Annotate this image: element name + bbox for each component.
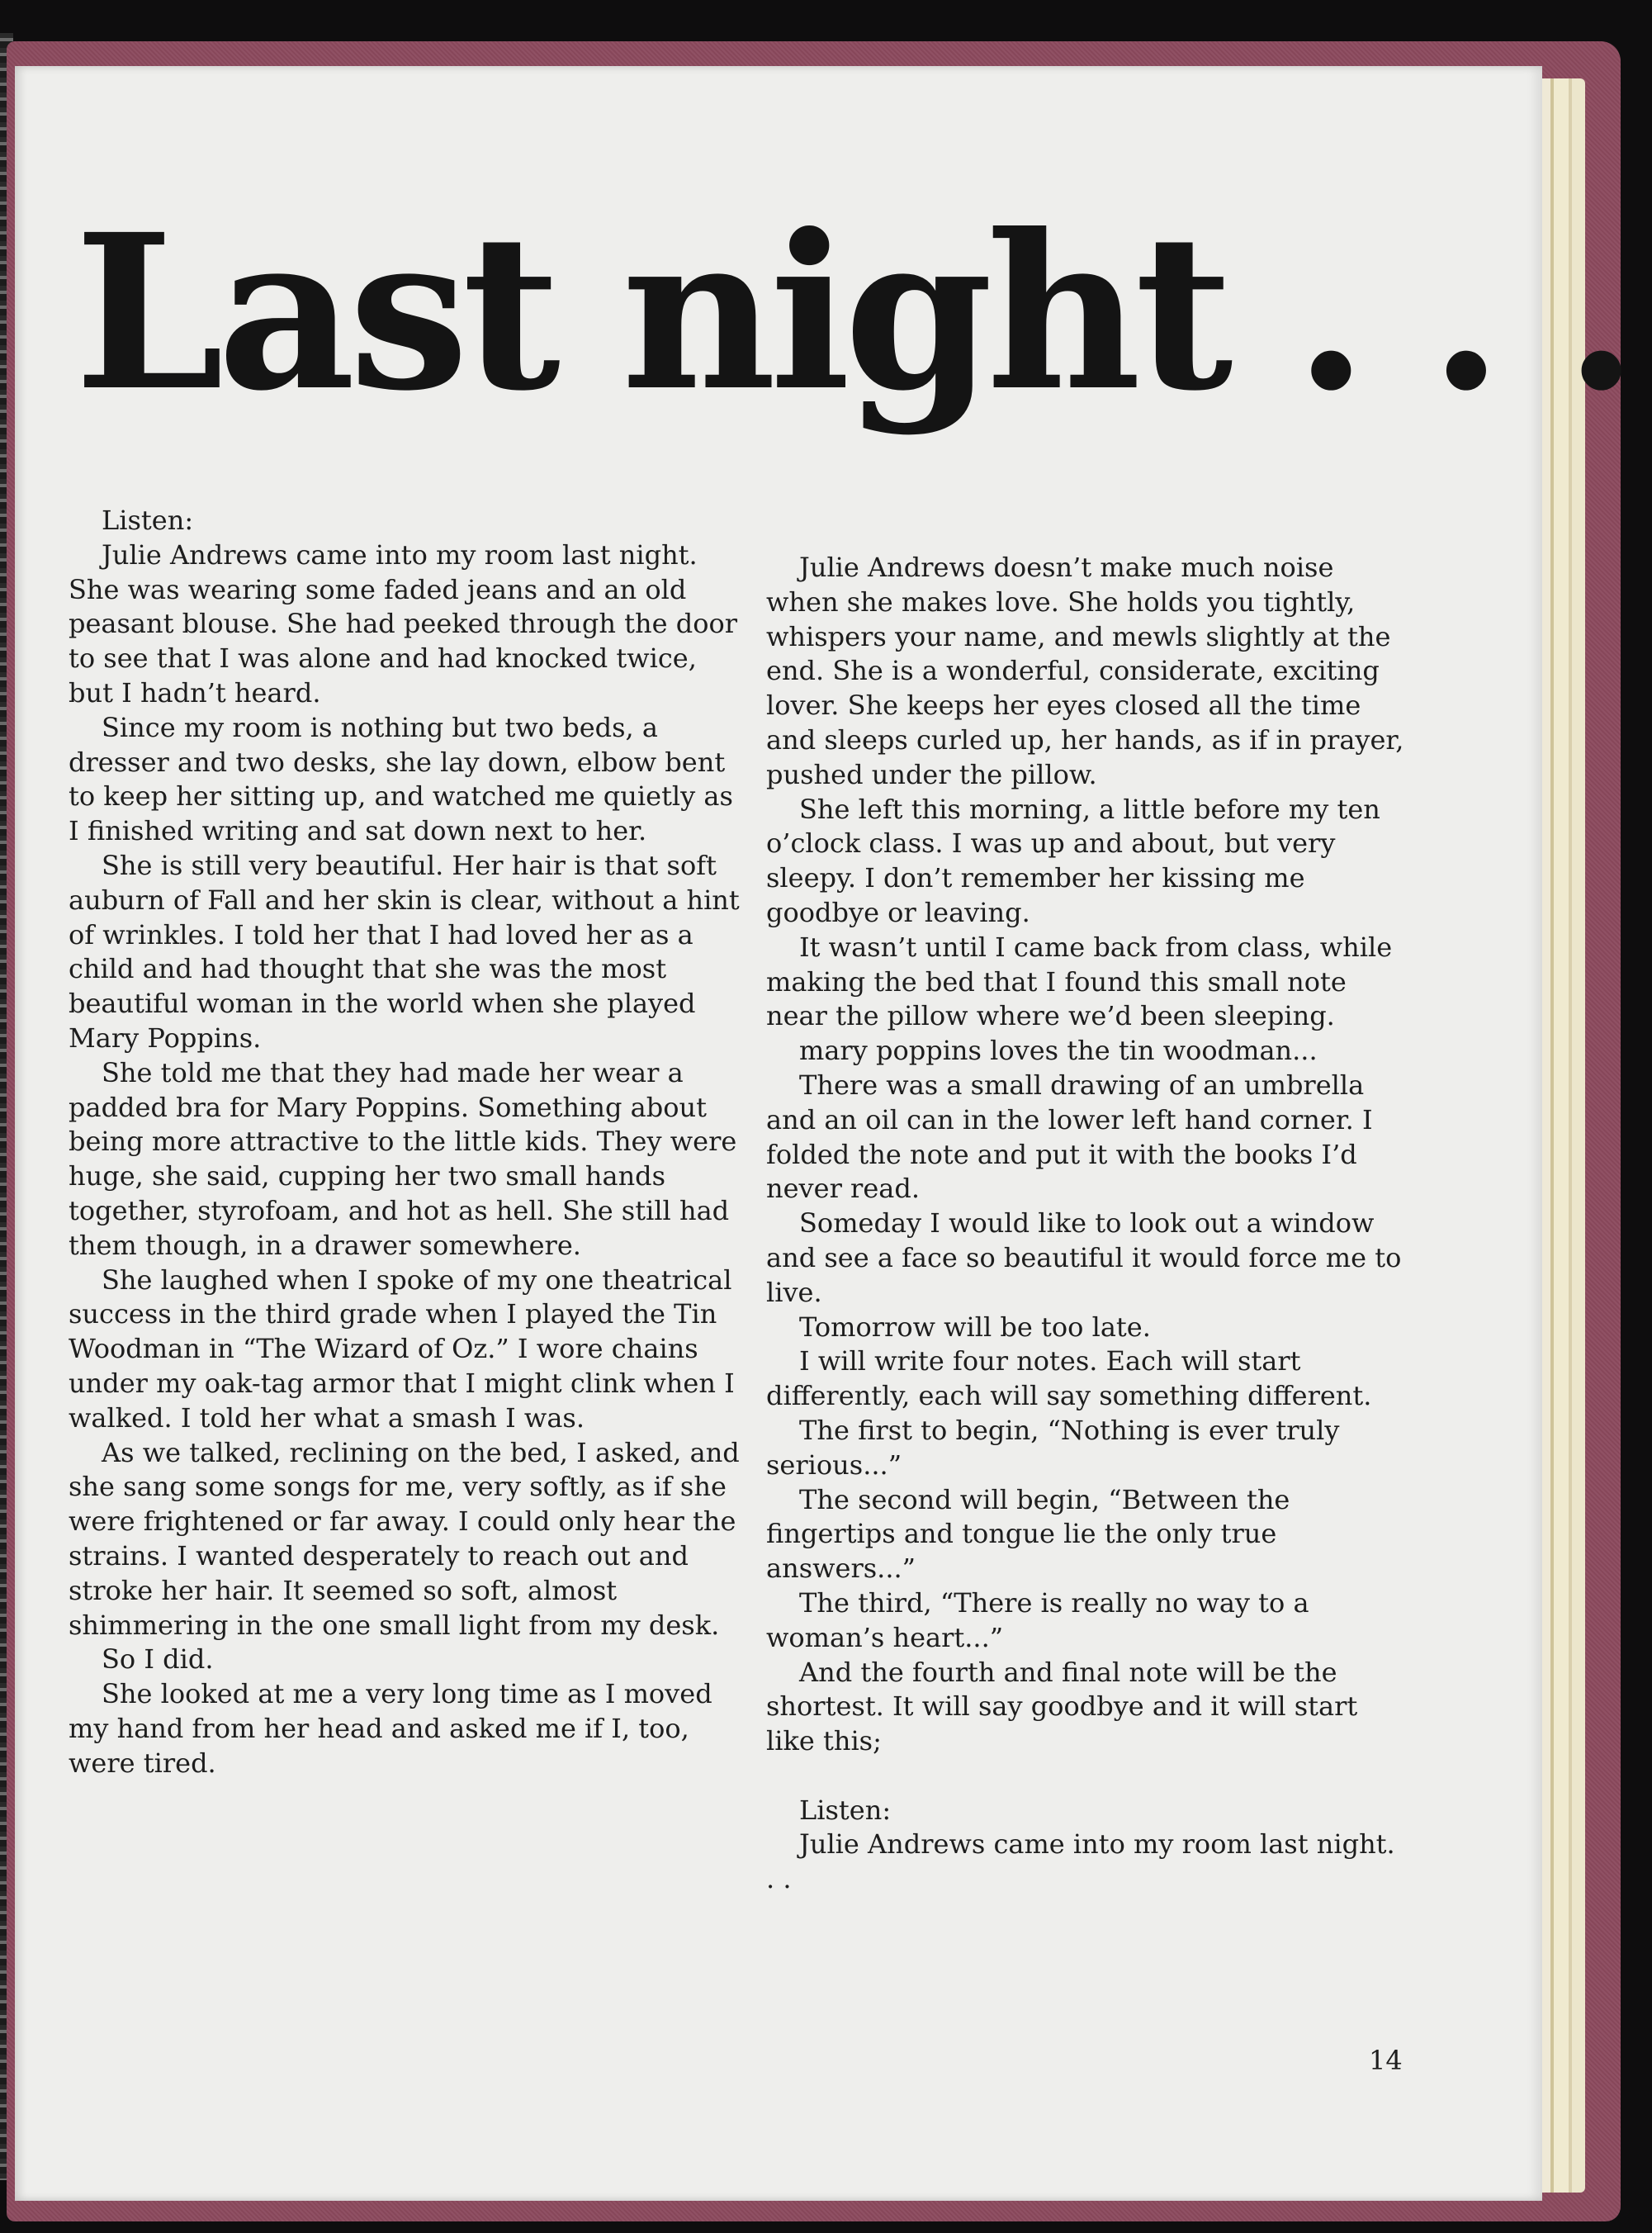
right-column-paragraph: Someday I would like to look out a window and see a face so beautiful it would force me to live. <box>766 1207 1402 1308</box>
right-column-paragraph: She left this morning, a little before my ten o’clock class. I was up and about, but very sleepy. I don’t remember her kissing me goodbye or leaving. <box>766 793 1380 928</box>
left-column-paragraph: She told me that they had made her wear a padded bra for Mary Poppins. Something about being more attractive to the little kids. They were huge, she said, cupping her two small hands together, styrofoam, and hot as hell. She still had them though, in a drawer somewhere. <box>69 1056 737 1261</box>
right-column-paragraph: Julie Andrews came into my room last night. . . <box>766 1828 1395 1895</box>
left-column <box>69 504 741 1780</box>
right-column-paragraph: The third, “There is really no way to a woman’s heart...” <box>766 1586 1309 1653</box>
right-column-paragraph: mary poppins loves the tin woodman... <box>799 1035 1318 1067</box>
page-title: Last night . . . <box>74 187 1632 438</box>
left-column-paragraph: Since my room is nothing but two beds, a dresser and two desks, she lay down, elbow bent to keep her sitting up, and watched me quietly as I finished writing and sat down next to her. <box>69 711 733 847</box>
right-column-paragraph: There was a small drawing of an umbrella and an oil can in the lower left hand corner. I folded the note and put it with the books I’d never read. <box>766 1069 1373 1205</box>
right-column-paragraph: I will write four notes. Each will start differently, each will say something different. <box>766 1345 1372 1412</box>
right-column-paragraph <box>766 1759 1410 1794</box>
right-column-paragraph: Tomorrow will be too late. <box>799 1311 1151 1343</box>
left-column-paragraph: She is still very beautiful. Her hair is that soft auburn of Fall and her skin is clear, without a hint of wrinkles. I told her that I had loved her as a child and had thought that she was the most beautiful woman in the world when she played Mary Poppins. <box>69 849 740 1054</box>
right-column-paragraph: The second will begin, “Between the fingertips and tongue lie the only true answers...” <box>766 1483 1290 1585</box>
page-number: 14 <box>1369 2045 1403 2076</box>
right-column <box>766 551 1410 1897</box>
left-column-paragraph: So I did. <box>102 1643 214 1676</box>
left-column-paragraph: She laughed when I spoke of my one theatrical success in the third grade when I played the Tin Woodman in “The Wizard of Oz.” I wore chains under my oak-tag armor that I might clink when I walked. I told her what a smash I was. <box>69 1263 735 1434</box>
left-column-paragraph: Listen: <box>102 505 194 536</box>
right-column-paragraph: It wasn’t until I came back from class, while making the bed that I found this small note near the pillow where we’d been sleeping. <box>766 931 1393 1032</box>
left-column-paragraph: She looked at me a very long time as I moved my hand from her head and asked me if I, too, were tired. <box>69 1678 712 1779</box>
left-column-paragraph: Julie Andrews came into my room last night. She was wearing some faded jeans and an old peasant blouse. She had peeked through the door to see that I was alone and had knocked twice, but I hadn’t heard. <box>69 538 738 709</box>
right-column-paragraph: And the fourth and final note will be the shortest. It will say goodbye and it will start like this; <box>766 1656 1358 1757</box>
right-column-paragraph: The first to begin, “Nothing is ever truly serious...” <box>766 1414 1340 1481</box>
left-column-paragraph: As we talked, reclining on the bed, I asked, and she sang some songs for me, very softly, as if she were frightened or far away. I could only hear the strains. I wanted desperately to reach out and stroke her hair. It seemed so soft, almost shimmering in the one small light from my desk. <box>69 1436 740 1641</box>
right-column-paragraph: Listen: <box>799 1794 892 1826</box>
book-page <box>15 66 1632 2201</box>
right-column-paragraph: Julie Andrews doesn’t make much noise when she makes love. She holds you tightly, whispers your name, and mewls slightly at the end. She is a wonderful, considerate, exciting lover. She keeps her eyes closed all the time and sleeps curled up, her hands, as if in prayer, pushed under the pillow. <box>766 552 1404 790</box>
